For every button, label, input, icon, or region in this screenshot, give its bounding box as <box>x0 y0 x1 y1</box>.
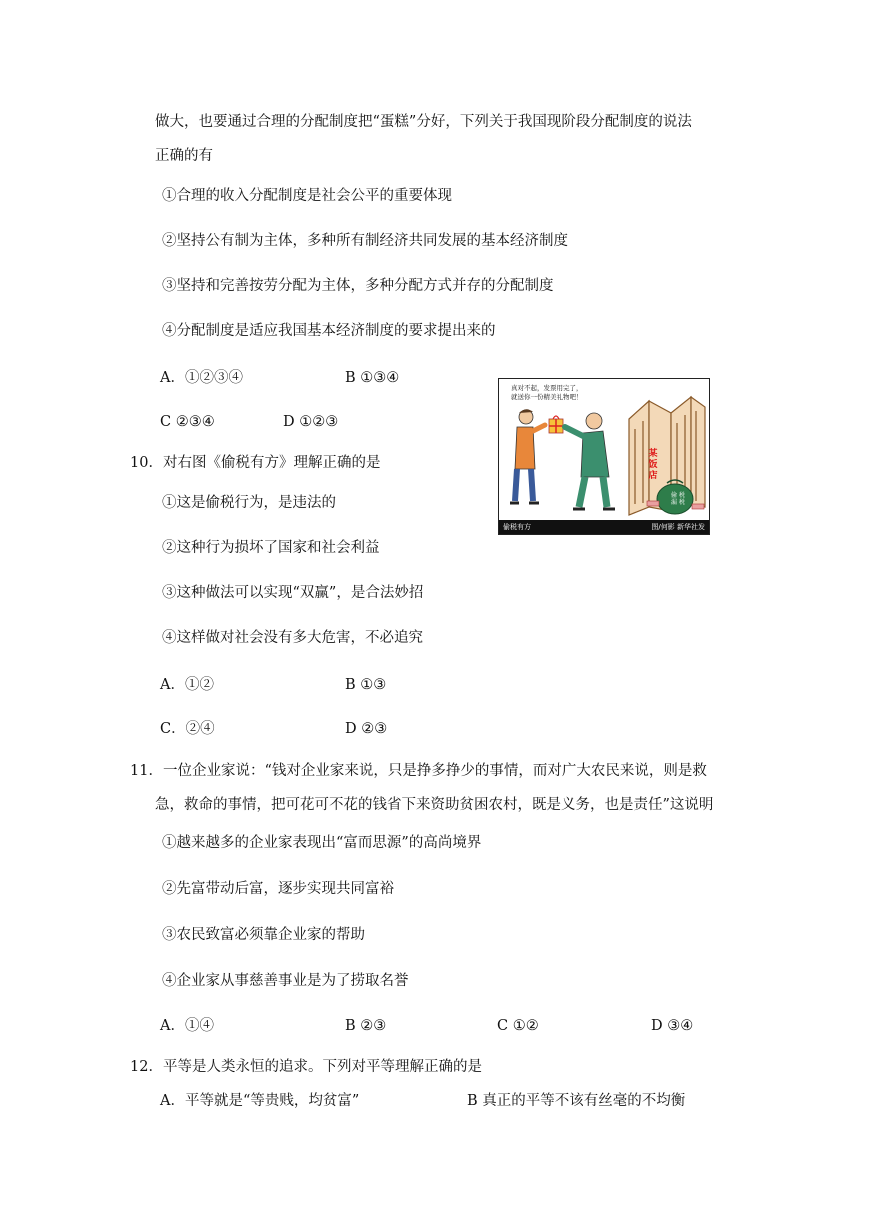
gift-box <box>549 416 563 433</box>
q11-stem-line2: 急，救命的事情，把可花可不花的钱省下来资助贫困农村，既是义务，也是责任”这说明 <box>155 797 714 813</box>
q10-item-2: ②这种行为损坏了国家和社会利益 <box>162 540 380 556</box>
q11-stem-line1: 11．一位企业家说：“钱对企业家来说，只是挣多挣少的事情，而对广大农民来说，则是救 <box>130 763 707 779</box>
q9-intro-line2: 正确的有 <box>155 148 213 164</box>
q10-item-4: ④这样做对社会没有多大危害，不必追究 <box>162 630 423 646</box>
cartoon-caption-title: 偷税有方 <box>503 523 531 531</box>
q9-option-d: D ①②③ <box>283 414 339 430</box>
q10-item-1: ①这是偷税行为，是违法的 <box>162 495 336 511</box>
q11-item-2: ②先富带动后富，逐步实现共同富裕 <box>162 881 394 897</box>
left-man <box>510 409 545 503</box>
q9-item-3: ③坚持和完善按劳分配为主体，多种分配方式并存的分配制度 <box>162 278 554 294</box>
q10-option-c: C．②④ <box>160 721 215 737</box>
q10-option-a: A．①② <box>160 677 214 693</box>
q9-intro-line1: 做大，也要通过合理的分配制度把“蛋糕”分好，下列关于我国现阶段分配制度的说法 <box>155 114 692 130</box>
cartoon-speech-line1: 真对不起，发票用完了， <box>511 384 583 392</box>
q11-item-1: ①越来越多的企业家表现出“富而思源”的高尚境界 <box>162 835 482 851</box>
right-man <box>565 413 615 509</box>
q12-stem: 12．平等是人类永恒的追求。下列对平等理解正确的是 <box>130 1059 482 1075</box>
q9-option-b: B ①③④ <box>345 370 400 386</box>
q10-option-b: B ①③ <box>345 677 387 693</box>
q12-option-a: A．平等就是“等贵贱，均贫富” <box>160 1093 360 1109</box>
q11-option-c: C ①② <box>497 1018 539 1034</box>
cartoon-caption-credit: 图/何影 新华社发 <box>651 523 705 531</box>
cartoon-shop-sign: 某饭店 <box>648 449 658 481</box>
q11-option-a: A．①④ <box>160 1018 214 1034</box>
q11-item-3: ③农民致富必须靠企业家的帮助 <box>162 927 365 943</box>
q9-option-a: A．①②③④ <box>160 370 243 386</box>
cartoon-bag-line2: 漏 税 <box>671 499 685 506</box>
q11-option-d: D ③④ <box>651 1018 694 1034</box>
tax-evasion-cartoon <box>498 378 710 535</box>
q9-item-1: ①合理的收入分配制度是社会公平的重要体现 <box>162 188 452 204</box>
q9-item-2: ②坚持公有制为主体，多种所有制经济共同发展的基本经济制度 <box>162 233 568 249</box>
q10-option-d: D ②③ <box>345 721 388 737</box>
q9-item-4: ④分配制度是适应我国基本经济制度的要求提出来的 <box>162 323 496 339</box>
cartoon-caption-bar <box>499 520 709 534</box>
q10-item-3: ③这种做法可以实现“双赢”，是合法妙招 <box>162 585 424 601</box>
q9-option-c: C ②③④ <box>160 414 215 430</box>
cartoon-drawing <box>499 379 709 534</box>
q10-stem: 10．对右图《偷税有方》理解正确的是 <box>130 455 381 471</box>
q12-option-b: B 真正的平等不该有丝毫的不均衡 <box>467 1093 686 1109</box>
cartoon-speech-line2: 就送你一份精美礼物吧！ <box>511 393 583 401</box>
cartoon-bag-line1: 偷 税 <box>671 492 685 499</box>
q11-option-b: B ②③ <box>345 1018 387 1034</box>
q11-item-4: ④企业家从事慈善事业是为了捞取名誉 <box>162 973 409 989</box>
